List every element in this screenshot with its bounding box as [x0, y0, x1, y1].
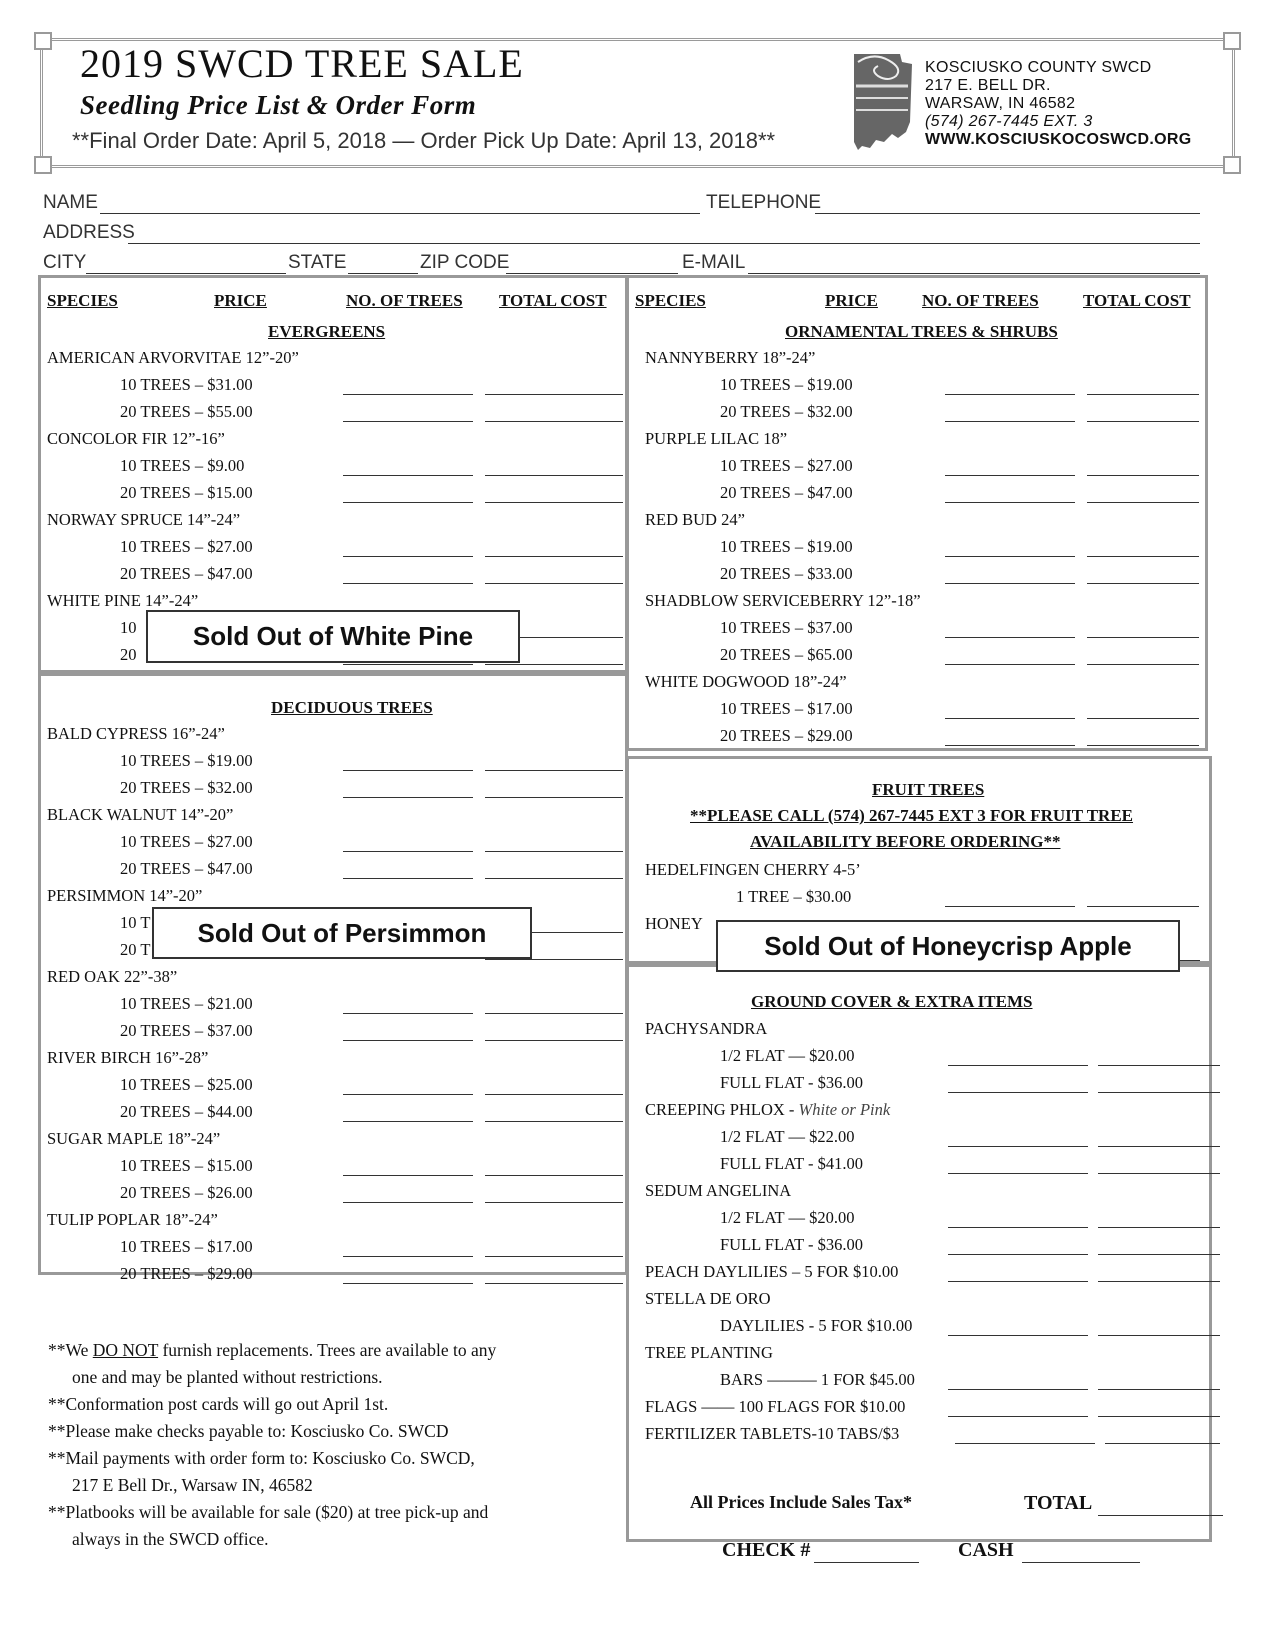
note-replacements: **We DO NOT furnish replacements. Trees are available to any — [48, 1340, 497, 1360]
price-option: 20 TREES – $29.00 — [720, 726, 853, 745]
zip-field[interactable] — [506, 273, 678, 274]
qty-field[interactable] — [343, 878, 473, 879]
total-field[interactable] — [485, 664, 623, 665]
price-option: 20 TREES – $47.00 — [120, 564, 253, 583]
total-field[interactable] — [485, 797, 623, 798]
price-option: 20 TREES – $47.00 — [120, 859, 253, 878]
qty-field[interactable] — [945, 745, 1075, 746]
species-name: FLAGS —— 100 FLAGS FOR $10.00 — [645, 1397, 906, 1416]
qty-field[interactable] — [343, 851, 473, 852]
org-street: 217 E. BELL DR. — [925, 77, 1051, 94]
total-field[interactable] — [1087, 421, 1199, 422]
note-line: always in the SWCD office. — [72, 1529, 269, 1549]
price-option: 20 TREES – $65.00 — [720, 645, 853, 664]
total-field[interactable] — [485, 475, 623, 476]
price-option: 20 TREES – $47.00 — [720, 483, 853, 502]
price-option: 10 TREES – $19.00 — [720, 537, 853, 556]
qty-field[interactable] — [343, 1094, 473, 1095]
city-label: CITY — [43, 252, 87, 273]
note-line: **Conformation post cards will go out April 1st. — [48, 1394, 389, 1414]
price-option: 10 TREES – $19.00 — [120, 751, 253, 770]
qty-field[interactable] — [945, 583, 1075, 584]
total-field[interactable] — [1105, 1443, 1220, 1444]
species-name: SEDUM ANGELINA — [645, 1181, 792, 1200]
total-field[interactable] — [1087, 394, 1199, 395]
qty-field[interactable] — [343, 1040, 473, 1041]
qty-field[interactable] — [948, 1281, 1088, 1282]
price-option: 20 T — [120, 940, 151, 959]
name-field[interactable] — [100, 213, 700, 214]
check-number-field[interactable] — [814, 1562, 919, 1563]
address-field[interactable] — [128, 243, 1200, 244]
qty-field[interactable] — [343, 556, 473, 557]
species-name: NORWAY SPRUCE 14”-24” — [47, 510, 241, 529]
qty-field[interactable] — [945, 475, 1075, 476]
state-label: STATE — [288, 252, 347, 273]
total-field[interactable] — [1087, 475, 1199, 476]
total-field[interactable] — [1098, 1254, 1220, 1255]
total-field[interactable] — [1087, 556, 1199, 557]
total-field[interactable] — [1098, 1515, 1223, 1516]
qty-field[interactable] — [948, 1227, 1088, 1228]
telephone-field[interactable] — [815, 213, 1200, 214]
price-option: 10 TREES – $17.00 — [720, 699, 853, 718]
sold-out-honeycrisp: Sold Out of Honeycrisp Apple — [716, 920, 1180, 972]
sold-out-white-pine: Sold Out of White Pine — [146, 610, 520, 663]
total-field[interactable] — [485, 1283, 623, 1284]
qty-field[interactable] — [945, 718, 1075, 719]
price-option: 20 TREES – $37.00 — [120, 1021, 253, 1040]
species-name: TREE PLANTING — [645, 1343, 773, 1362]
deciduous-heading: DECIDUOUS TREES — [271, 698, 433, 717]
email-field[interactable] — [748, 273, 1200, 274]
species-name: AMERICAN ARVORVITAE 12”-20” — [47, 348, 299, 367]
color-note: White or Pink — [798, 1100, 891, 1119]
col-price: PRICE — [214, 291, 267, 310]
price-option: 20 TREES – $32.00 — [720, 402, 853, 421]
species-name: BLACK WALNUT 14”-20” — [47, 805, 234, 824]
org-city: WARSAW, IN 46582 — [925, 95, 1076, 112]
price-option: 10 TREES – $27.00 — [120, 537, 253, 556]
total-field[interactable] — [1098, 1416, 1220, 1417]
state-field[interactable] — [348, 273, 418, 274]
check-label: CHECK # — [722, 1539, 811, 1561]
price-option: 10 TREES – $9.00 — [120, 456, 245, 475]
qty-field[interactable] — [948, 1146, 1088, 1147]
total-field[interactable] — [485, 556, 623, 557]
species-name: WHITE PINE 14”-24” — [47, 591, 199, 610]
total-field[interactable] — [485, 878, 623, 879]
price-option: 20 TREES – $26.00 — [120, 1183, 253, 1202]
species-name: PACHYSANDRA — [645, 1019, 768, 1038]
org-phone: (574) 267-7445 EXT. 3 — [925, 113, 1093, 130]
address-label: ADDRESS — [43, 222, 135, 243]
species-name: RED OAK 22”-38” — [47, 967, 178, 986]
price-option: FULL FLAT - $36.00 — [720, 1073, 864, 1092]
qty-field[interactable] — [343, 1121, 473, 1122]
total-field[interactable] — [1098, 1227, 1220, 1228]
price-option: 10 TREES – $27.00 — [720, 456, 853, 475]
ground-heading: GROUND COVER & EXTRA ITEMS — [751, 992, 1033, 1011]
price-option: 20 TREES – $33.00 — [720, 564, 853, 583]
total-field[interactable] — [1098, 1092, 1220, 1093]
qty-field[interactable] — [343, 475, 473, 476]
note-line: 217 E Bell Dr., Warsaw IN, 46582 — [72, 1475, 313, 1495]
species-name: HEDELFINGEN CHERRY 4-5’ — [645, 860, 861, 879]
species-name: NANNYBERRY 18”-24” — [645, 348, 816, 367]
qty-field[interactable] — [343, 1175, 473, 1176]
qty-field[interactable] — [955, 1443, 1095, 1444]
price-option: 10 TREES – $21.00 — [120, 994, 253, 1013]
order-dates: **Final Order Date: April 5, 2018 — Order Pick Up Date: April 13, 2018** — [72, 128, 776, 153]
total-field[interactable] — [1087, 745, 1199, 746]
total-field[interactable] — [1098, 1389, 1220, 1390]
sales-tax-note: All Prices Include Sales Tax* — [690, 1492, 913, 1512]
price-option: DAYLILIES - 5 FOR $10.00 — [720, 1316, 913, 1335]
qty-field[interactable] — [948, 1416, 1088, 1417]
species-name: BALD CYPRESS 16”-24” — [47, 724, 225, 743]
qty-field[interactable] — [945, 421, 1075, 422]
total-label: TOTAL — [1024, 1492, 1093, 1514]
cash-field[interactable] — [1022, 1562, 1140, 1563]
price-option: 10 — [120, 618, 137, 637]
total-field[interactable] — [1087, 718, 1199, 719]
price-option: 10 TREES – $27.00 — [120, 832, 253, 851]
price-option: 20 TREES – $29.00 — [120, 1264, 253, 1283]
total-field[interactable] — [1087, 583, 1199, 584]
qty-field[interactable] — [343, 502, 473, 503]
total-field[interactable] — [485, 1202, 623, 1203]
qty-field[interactable] — [945, 394, 1075, 395]
price-option: 1/2 FLAT — $22.00 — [720, 1127, 855, 1146]
price-option: 10 TREES – $15.00 — [120, 1156, 253, 1175]
col-no-of-trees: NO. OF TREES — [346, 291, 463, 310]
price-option: FULL FLAT - $41.00 — [720, 1154, 864, 1173]
col-price: PRICE — [825, 291, 878, 310]
qty-field[interactable] — [343, 421, 473, 422]
species-name: PERSIMMON 14”-20” — [47, 886, 203, 905]
price-option: 10 TREES – $19.00 — [720, 375, 853, 394]
total-field[interactable] — [485, 1094, 623, 1095]
price-option: 10 TREES – $31.00 — [120, 375, 253, 394]
cash-label: CASH — [958, 1539, 1014, 1561]
total-field[interactable] — [1098, 1335, 1220, 1336]
total-field[interactable] — [1087, 637, 1199, 638]
total-field[interactable] — [485, 1256, 623, 1257]
qty-field[interactable] — [343, 1013, 473, 1014]
total-field[interactable] — [485, 502, 623, 503]
total-field[interactable] — [485, 770, 623, 771]
fruit-notice: **PLEASE CALL (574) 267-7445 EXT 3 FOR FRUIT TREE — [690, 806, 1134, 825]
price-option: 20 TREES – $32.00 — [120, 778, 253, 797]
qty-field[interactable] — [948, 1254, 1088, 1255]
qty-field[interactable] — [343, 1256, 473, 1257]
qty-field[interactable] — [948, 1335, 1088, 1336]
price-option: 20 — [120, 645, 137, 664]
qty-field[interactable] — [945, 906, 1075, 907]
qty-field[interactable] — [343, 583, 473, 584]
qty-field[interactable] — [343, 394, 473, 395]
price-option: 20 TREES – $55.00 — [120, 402, 253, 421]
org-website: WWW.KOSCIUSKOCOSWCD.ORG — [925, 131, 1192, 148]
qty-field[interactable] — [343, 1202, 473, 1203]
species-name: CREEPING PHLOX - White or Pink — [645, 1100, 891, 1119]
price-option: FULL FLAT - $36.00 — [720, 1235, 864, 1254]
email-label: E-MAIL — [682, 252, 746, 273]
price-option: 20 TREES – $15.00 — [120, 483, 253, 502]
total-field[interactable] — [485, 421, 623, 422]
page-title: 2019 SWCD TREE SALE — [80, 41, 524, 86]
species-name: TULIP POPLAR 18”-24” — [47, 1210, 218, 1229]
qty-field[interactable] — [945, 502, 1075, 503]
note-line: **Mail payments with order form to: Kosciusko Co. SWCD, — [48, 1448, 475, 1468]
total-field[interactable] — [1087, 664, 1199, 665]
price-option: 10 T — [120, 913, 151, 932]
city-field[interactable] — [86, 273, 286, 274]
total-field[interactable] — [485, 1013, 623, 1014]
sold-out-persimmon: Sold Out of Persimmon — [152, 907, 532, 959]
qty-field[interactable] — [948, 1065, 1088, 1066]
qty-field[interactable] — [343, 1283, 473, 1284]
species-name: FERTILIZER TABLETS-10 TABS/$3 — [645, 1424, 900, 1443]
col-total-cost: TOTAL COST — [499, 291, 607, 310]
price-option: BARS ——— 1 FOR $45.00 — [720, 1370, 915, 1389]
species-name: HONEY — [645, 914, 703, 933]
ground-box — [626, 964, 1212, 1542]
name-label: NAME — [43, 192, 98, 213]
fruit-notice: AVAILABILITY BEFORE ORDERING** — [750, 832, 1061, 851]
price-option: 10 TREES – $25.00 — [120, 1075, 253, 1094]
species-name: SHADBLOW SERVICEBERRY 12”-18” — [645, 591, 921, 610]
total-field[interactable] — [1087, 502, 1199, 503]
qty-field[interactable] — [948, 1092, 1088, 1093]
note-line: **Platbooks will be available for sale ($20) at tree pick-up and — [48, 1502, 489, 1522]
price-option: 10 TREES – $17.00 — [120, 1237, 253, 1256]
qty-field[interactable] — [343, 770, 473, 771]
total-field[interactable] — [485, 1175, 623, 1176]
species-name: SUGAR MAPLE 18”-24” — [47, 1129, 221, 1148]
price-option: 1/2 FLAT — $20.00 — [720, 1046, 855, 1065]
indiana-logo-icon — [848, 52, 918, 152]
qty-field[interactable] — [945, 556, 1075, 557]
note-line: one and may be planted without restrictions. — [72, 1367, 383, 1387]
qty-field[interactable] — [948, 1389, 1088, 1390]
price-option: 10 TREES – $37.00 — [720, 618, 853, 637]
total-field[interactable] — [1098, 1146, 1220, 1147]
zip-label: ZIP CODE — [420, 252, 510, 273]
fruit-heading: FRUIT TREES — [872, 780, 985, 799]
total-field[interactable] — [485, 394, 623, 395]
total-field[interactable] — [485, 1040, 623, 1041]
species-name: PEACH DAYLILIES – 5 FOR $10.00 — [645, 1262, 899, 1281]
species-name: RED BUD 24” — [645, 510, 745, 529]
qty-field[interactable] — [945, 664, 1075, 665]
col-species: SPECIES — [635, 291, 706, 310]
qty-field[interactable] — [945, 637, 1075, 638]
qty-field[interactable] — [343, 664, 473, 665]
total-field[interactable] — [485, 1121, 623, 1122]
note-line: **Please make checks payable to: Kosciusko Co. SWCD — [48, 1421, 449, 1441]
qty-field[interactable] — [343, 797, 473, 798]
ornamental-heading: ORNAMENTAL TREES & SHRUBS — [785, 322, 1058, 341]
price-option: 1 TREE – $30.00 — [736, 887, 852, 906]
col-species: SPECIES — [47, 291, 118, 310]
species-name: STELLA DE ORO — [645, 1289, 771, 1308]
total-field[interactable] — [1087, 906, 1199, 907]
col-total-cost: TOTAL COST — [1083, 291, 1191, 310]
total-field[interactable] — [485, 583, 623, 584]
species-name: WHITE DOGWOOD 18”-24” — [645, 672, 847, 691]
total-field[interactable] — [1098, 1281, 1220, 1282]
qty-field[interactable] — [948, 1173, 1088, 1174]
total-field[interactable] — [485, 959, 623, 960]
species-name: CONCOLOR FIR 12”-16” — [47, 429, 225, 448]
price-option: 1/2 FLAT — $20.00 — [720, 1208, 855, 1227]
telephone-label: TELEPHONE — [706, 192, 822, 213]
total-field[interactable] — [1098, 1173, 1220, 1174]
evergreens-heading: EVERGREENS — [268, 322, 386, 341]
price-option: 20 TREES – $44.00 — [120, 1102, 253, 1121]
col-no-of-trees: NO. OF TREES — [922, 291, 1039, 310]
species-name: RIVER BIRCH 16”-28” — [47, 1048, 209, 1067]
total-field[interactable] — [485, 851, 623, 852]
total-field[interactable] — [1098, 1065, 1220, 1066]
org-name: KOSCIUSKO COUNTY SWCD — [925, 59, 1152, 76]
page-subtitle: Seedling Price List & Order Form — [80, 90, 477, 120]
species-name: PURPLE LILAC 18” — [645, 429, 788, 448]
